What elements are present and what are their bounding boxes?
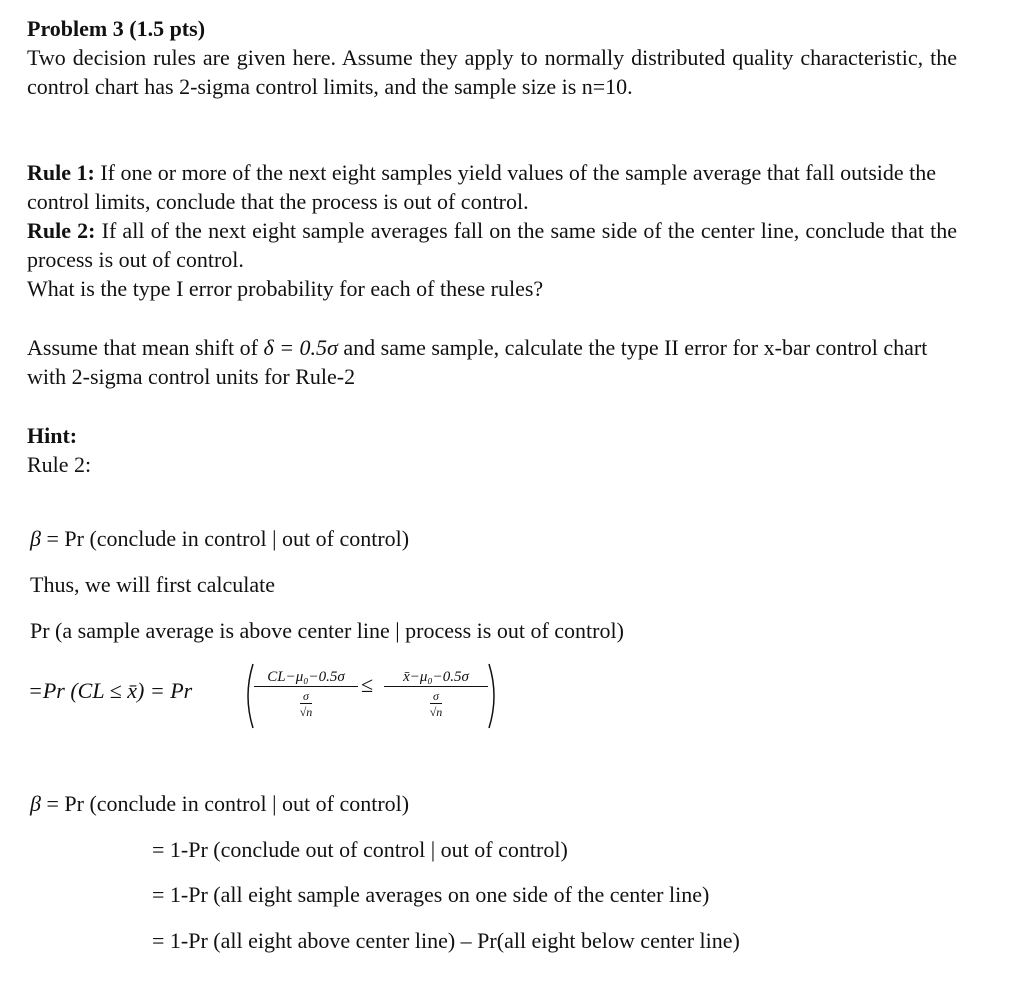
hint-label: Hint: [27,423,78,448]
rule-2-paragraph [27,216,957,274]
shift-question [27,333,957,391]
hint-rule: Rule 2: [27,452,92,477]
left-fraction [254,668,358,719]
beta-definition-text: = Pr (conclude in control | out of control) [40,526,410,551]
beta-line-1-text: = Pr (conclude in control | out of control) [40,791,410,816]
left-numerator: CL−μ₀−0.5σ [254,668,358,687]
beta-symbol: β [30,526,41,551]
rule-1-text: If one or more of the next eight samples yield values of the sample average that fall outside the control limits, conclude that the process is out of control. [27,160,937,214]
leq-symbol: ≤ [361,672,374,697]
beta-line-3: = 1-Pr (all eight sample averages on one side of the center line) [152,882,710,907]
problem-title: Problem 3 (1.5 pts) [27,16,206,41]
problem-intro: Two decision rules are given here. Assume they apply to normally distributed quality characteristic, the control chart has 2-sigma control limits, and the sample size is n=10. [27,45,957,99]
type-one-question: What is the type I error probability for each of these rules? [27,276,544,301]
rule-2-text: If all of the next eight sample averages fall on the same side of the center line, conclude that the process is out of control. [27,218,957,272]
rule-2-label: Rule 2: [27,218,96,243]
pr-line: Pr (a sample average is above center line | process is out of control) [30,618,624,643]
beta-definition [30,525,409,553]
beta-line-2: = 1-Pr (conclude out of control | out of control) [152,837,568,862]
right-denominator: √n [429,705,443,719]
delta-expression: δ = 0.5σ [263,335,338,360]
probability-formula [28,660,548,732]
rule-1-label: Rule 1: [27,160,95,185]
shift-post: and same sample, calculate the type II error for x-bar control chart with 2-sigma control units for Rule-2 [27,335,928,389]
beta-line-1 [30,790,409,818]
formula-prefix: =Pr (CL ≤ x̄) = Pr [28,678,193,703]
shift-pre: Assume that mean shift of [27,335,264,360]
right-paren [487,662,501,730]
right-numerator: x̄−μ₀−0.5σ [384,668,488,687]
left-paren [241,662,255,730]
beta-symbol-2: β [30,791,41,816]
right-sigma: σ [430,690,442,704]
rule-1-paragraph [27,158,957,216]
beta-line-4: = 1-Pr (all eight above center line) – Pr(all eight below center line) [152,928,740,953]
left-sigma: σ [300,690,312,704]
right-fraction [384,668,488,719]
thus-line: Thus, we will first calculate [30,572,275,597]
left-denominator: √n [299,705,313,719]
